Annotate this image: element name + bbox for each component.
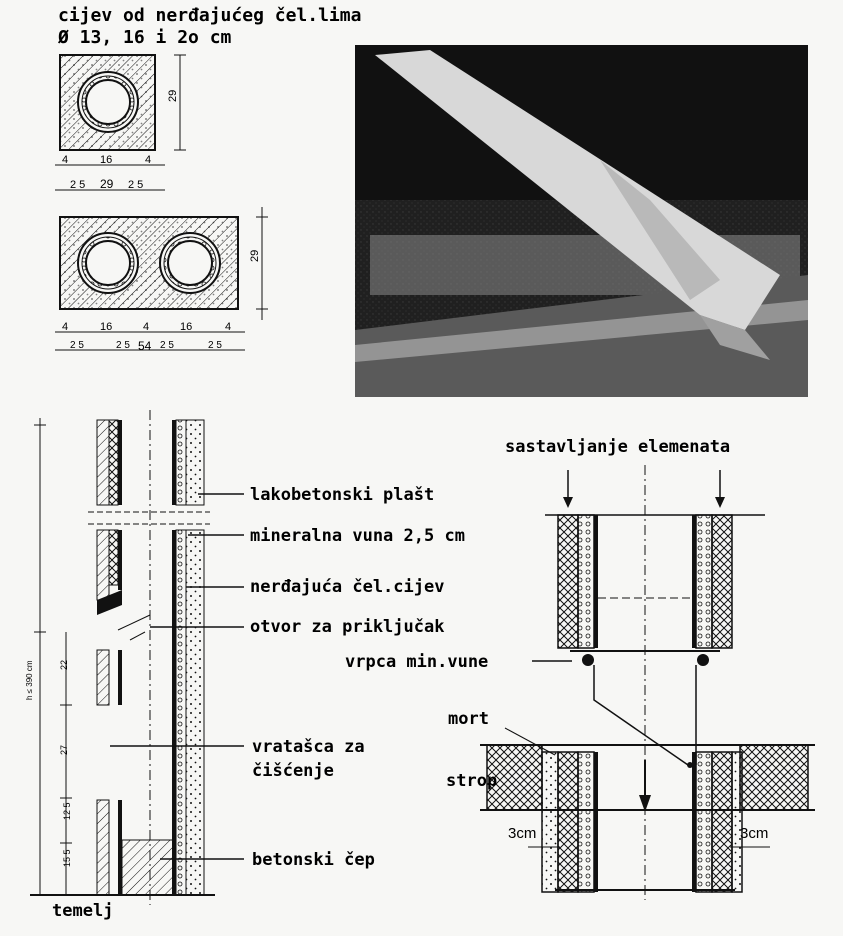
header-line-2: Ø 13, 16 i 2o cm [58, 27, 232, 48]
header-line-1: cijev od nerđajućeg čel.lima [58, 5, 362, 26]
single-dim-bottom-2: 29 [100, 177, 114, 191]
chimney-photo [355, 45, 808, 397]
label-plug: betonski čep [252, 850, 375, 870]
double-dim-top-5: 4 [225, 321, 232, 333]
elevation-dim-4: 15 5 [62, 849, 72, 867]
single-dim-top-3: 4 [145, 154, 152, 166]
single-dim-bottom-3: 2 5 [128, 179, 144, 191]
double-dim-bottom-3: 54 [138, 339, 152, 353]
double-dim-bottom-5: 2 5 [208, 340, 222, 351]
label-door-1: vratašca za [252, 737, 365, 757]
double-dim-top-3: 4 [143, 321, 150, 333]
assembly-mortar-label: mort [448, 709, 489, 729]
label-wool: mineralna vuna 2,5 cm [250, 526, 465, 546]
single-dim-bottom-1: 2 5 [70, 179, 86, 191]
assembly-ceiling-label: strop [446, 771, 498, 791]
foundation-label: temelj [52, 901, 114, 921]
double-flue-section [55, 207, 268, 350]
double-dim-bottom-2: 2 5 [116, 340, 130, 351]
assembly-gap-right: 3cm [740, 825, 769, 842]
label-opening: otvor za priključak [250, 617, 445, 637]
double-dim-bottom-1: 2 5 [70, 340, 84, 351]
double-dim-bottom-4: 2 5 [160, 340, 174, 351]
double-height-dim: 29 [249, 249, 261, 262]
elevation-dim-1: 22 [59, 659, 69, 670]
elevation-height-label: h ≤ 390 cm [25, 660, 34, 700]
elevation-dim-2: 27 [59, 744, 69, 755]
double-dim-top-4: 16 [180, 321, 193, 333]
elevation-dim-3: 12 5 [62, 802, 72, 820]
double-dim-top-2: 16 [100, 321, 113, 333]
chimney-elevation [30, 410, 215, 905]
label-door-2: čišćenje [252, 761, 334, 781]
assembly-gap-left: 3cm [508, 825, 537, 842]
assembly-title: sastavljanje elemenata [505, 437, 731, 457]
assembly-rope-label: vrpca min.vune [345, 652, 489, 672]
single-height-dim: 29 [167, 89, 179, 102]
label-pipe: nerđajuća čel.cijev [250, 577, 445, 597]
single-flue-section [55, 55, 186, 190]
single-dim-top-1: 4 [62, 154, 69, 166]
single-dim-top-2: 16 [100, 154, 113, 166]
label-jacket: lakobetonski plašt [250, 485, 435, 505]
double-dim-top-1: 4 [62, 321, 69, 333]
